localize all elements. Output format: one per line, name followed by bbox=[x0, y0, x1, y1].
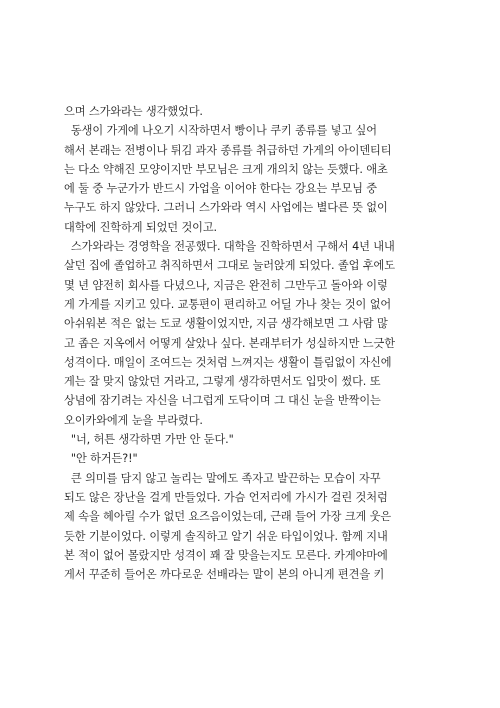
text-line: 본 적이 없어 몰랐지만 성격이 꽤 잘 맞을는지도 모른다. 카게야마에 bbox=[64, 548, 388, 562]
text-line: 성격이다. 매일이 조여드는 것처럼 느껴지는 생활이 틀림없이 자신에 bbox=[64, 355, 392, 369]
text-line: 되도 않은 장난을 걸게 만들었다. 가슴 언저리에 가시가 걸린 것처럼 bbox=[64, 490, 388, 504]
text-line: 듯한 기분이었다. 이렇게 솔직하고 알기 쉬운 타입이었나. 함께 지내 bbox=[64, 529, 388, 543]
text-line: 몇 년 얌전히 회사를 다녔으나, 지금은 완전히 그만두고 돌아와 이렇 bbox=[64, 278, 388, 292]
text-line: "안 하거든?!" bbox=[64, 452, 138, 466]
text-line: 살던 집에 졸업하고 취직하면서 그대로 눌러앉게 되었다. 졸업 후에도 bbox=[64, 259, 395, 273]
text-line: 게 가게를 지키고 있다. 교통편이 편리하고 어딜 가나 찾는 것이 없어 bbox=[64, 297, 392, 311]
text-line: 큰 의미를 담지 않고 놀리는 말에도 족자고 발끈하는 모습이 자꾸 bbox=[64, 471, 381, 485]
text-line: "너, 허튼 생각하면 가만 안 둔다." bbox=[64, 433, 234, 447]
text-line: 는 다소 약해진 모양이지만 부모님은 크게 개의치 않는 듯했다. 애초 bbox=[64, 162, 388, 176]
text-line: 게는 잘 맞지 않았던 거라고, 그렇게 생각하면서도 입맛이 썼다. 또 bbox=[64, 375, 381, 389]
text-line: 에 둘 중 누군가가 반드시 가업을 이어야 한다는 강요는 부모님 중 bbox=[64, 182, 377, 196]
text-line: 아쉬워본 적은 없는 도쿄 생활이었지만, 지금 생각해보면 그 사람 많 bbox=[64, 317, 388, 331]
text-line: 누구도 하지 않았다. 그러니 스가와라 역시 사업에는 별다른 뜻 없이 bbox=[64, 201, 388, 215]
text-line: 오이카와에게 눈을 부라렸다. bbox=[64, 413, 203, 427]
text-line: 고 좁은 지옥에서 어떻게 살았나 싶다. 본래부터가 성실하지만 느긋한 bbox=[64, 336, 395, 350]
body-text bbox=[64, 102, 444, 584]
text-line: 게서 꾸준히 들어온 까다로운 선배라는 말이 본의 아니게 편견을 키 bbox=[64, 568, 385, 582]
text-line: 상념에 잠기려는 자신을 너그럽게 도닥이며 그 대신 눈을 반짝이는 bbox=[64, 394, 381, 408]
text-line: 제 속을 헤아릴 수가 없던 요즈음이었는데, 근래 들어 가장 크게 웃은 bbox=[64, 510, 392, 524]
text-line: 대학에 진학하게 되었던 것이고. bbox=[64, 220, 218, 234]
text-line: 동생이 가게에 나오기 시작하면서 빵이나 쿠키 종류를 넣고 싶어 bbox=[64, 124, 377, 138]
text-line: 으며 스가와라는 생각했었다. bbox=[64, 105, 203, 118]
text-line: 해서 본래는 전병이나 튀김 과자 종류를 취급하던 가게의 아이덴티티 bbox=[64, 143, 392, 157]
text-line: 스가와라는 경영학을 전공했다. 대학을 진학하면서 구해서 4년 내내 bbox=[64, 240, 395, 254]
